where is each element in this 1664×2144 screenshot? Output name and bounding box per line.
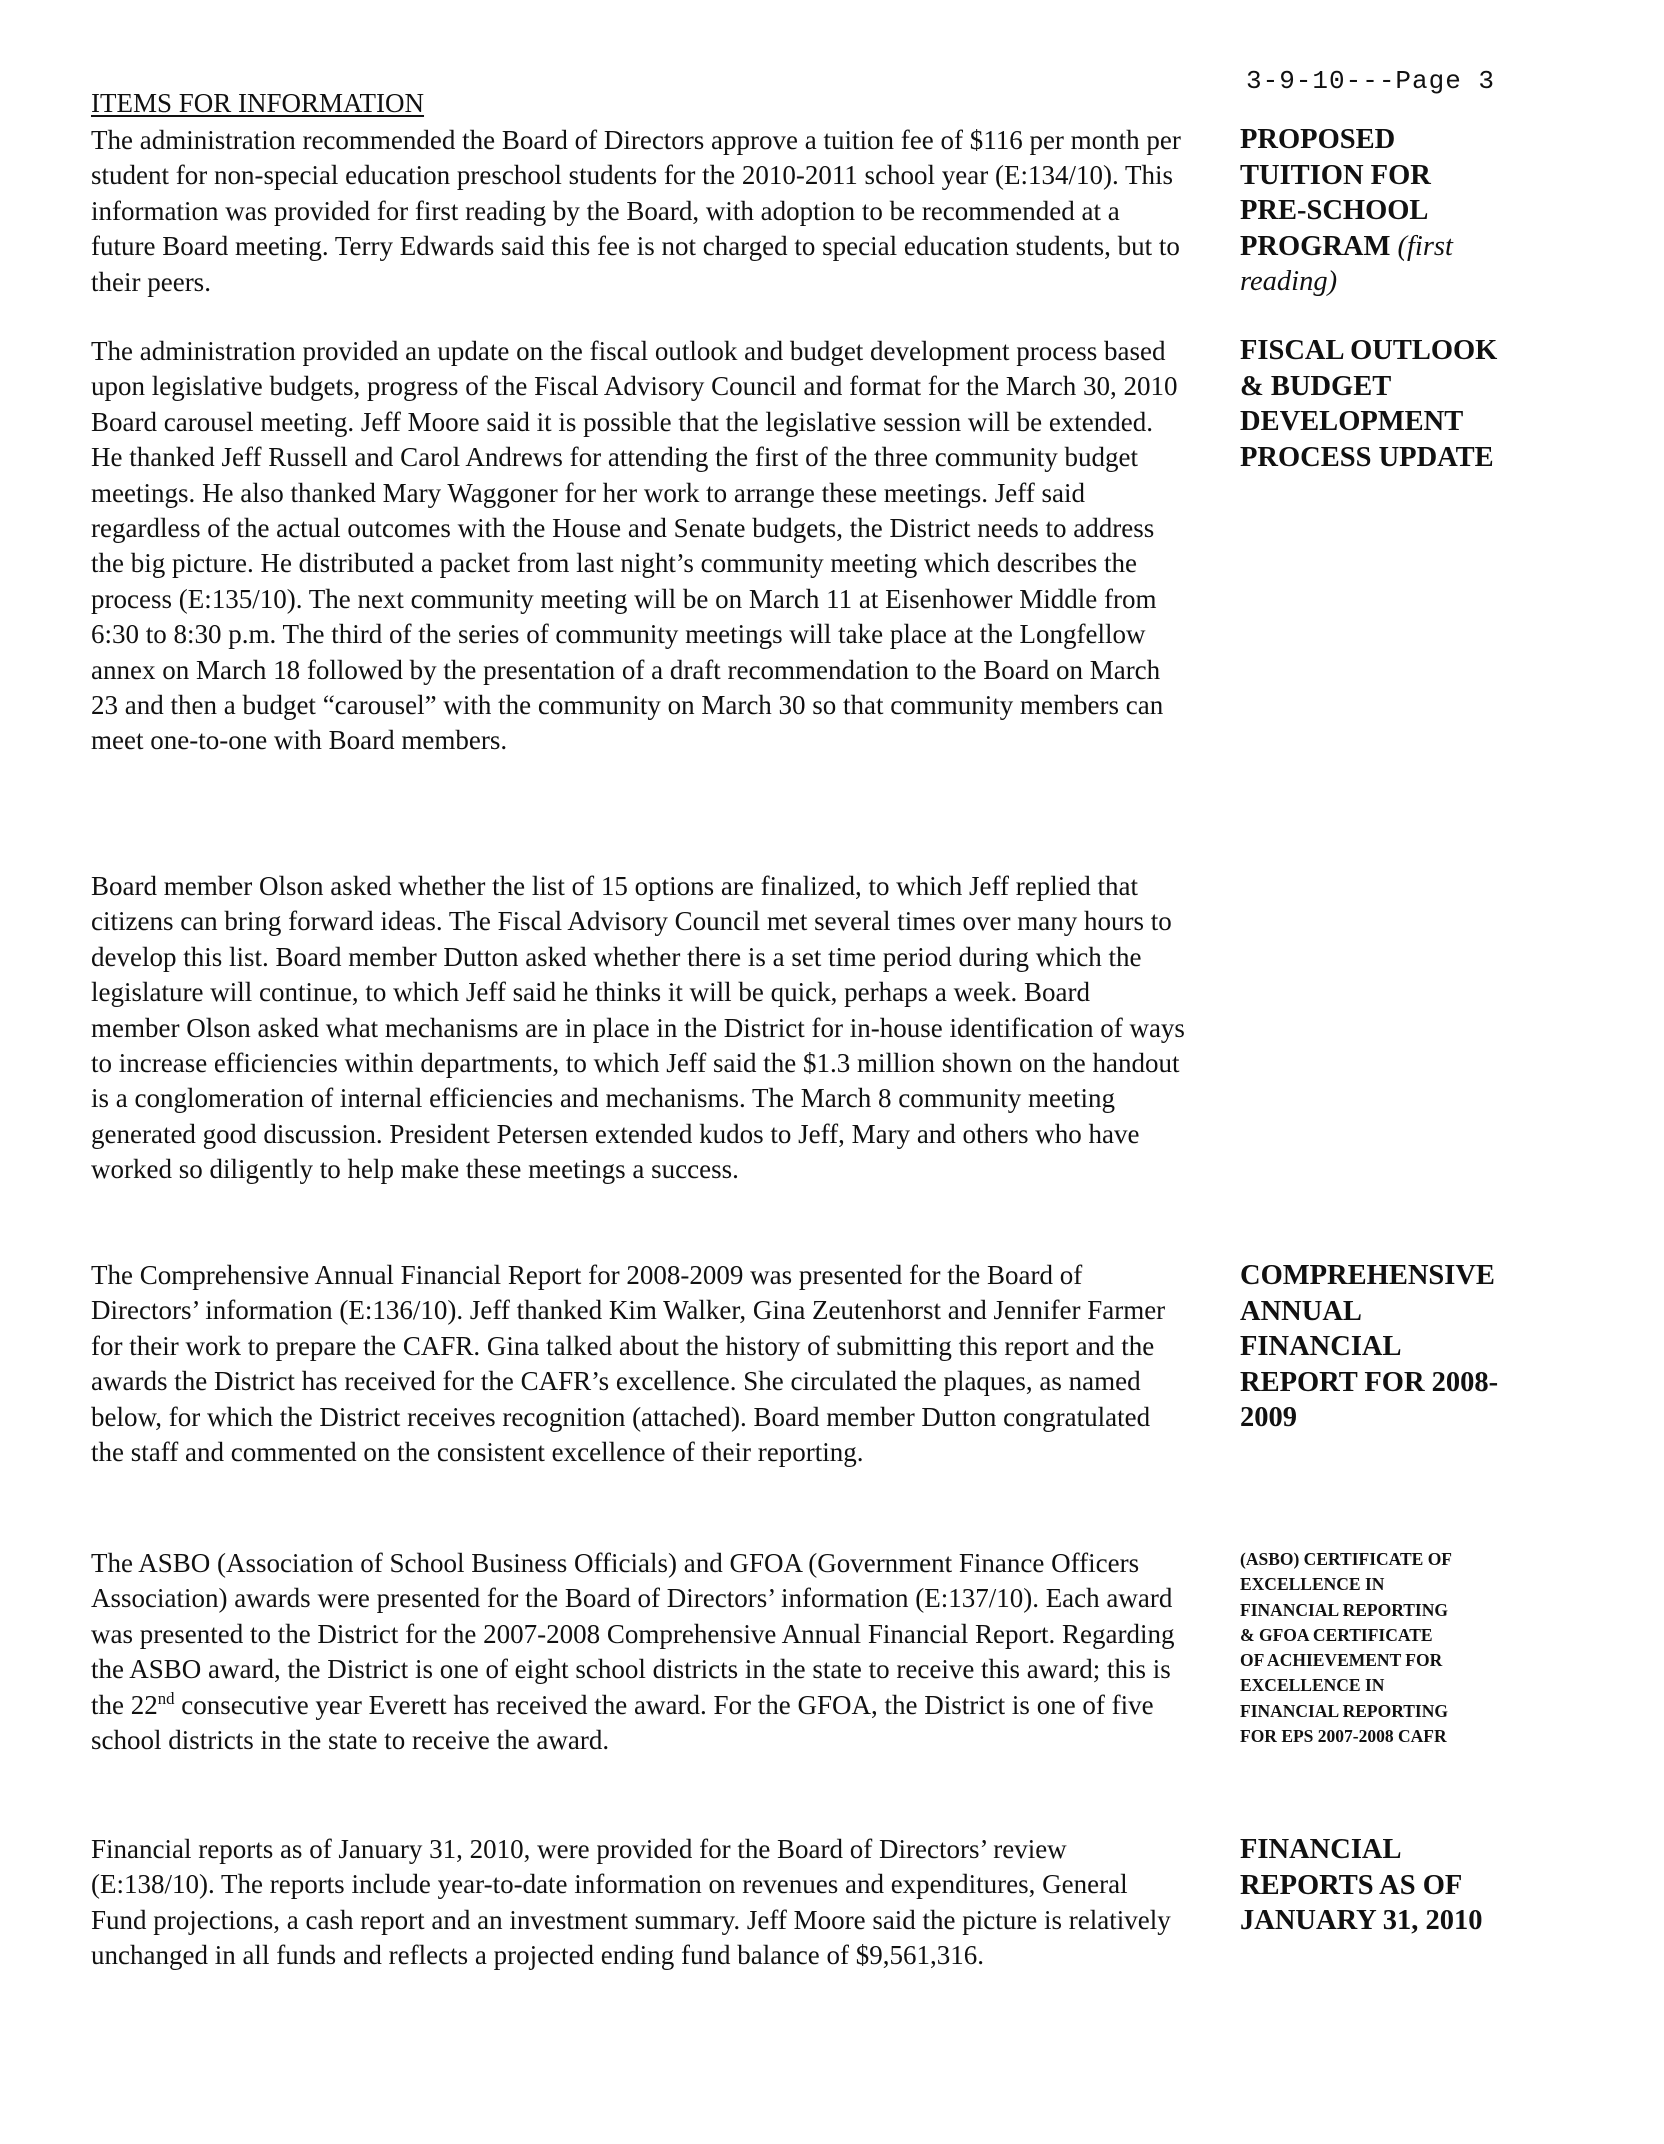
awards-text-part-1: The ASBO (Association of School Business Officials) and GFOA (Government Finance Officers Association) awards were presented for the Board of Directors’ information (E:137/10). Each award was presented to the District for the 2007-2008 Comprehensive Annual Financial Report. Regarding the ASBO award, the District is one of eight school districts in the state to receive this award; this is the 22 xyxy=(91,1548,1175,1720)
sidebar-line: FISCAL OUTLOOK xyxy=(1240,335,1498,366)
sidebar-line: DEVELOPMENT xyxy=(1240,406,1464,437)
section-heading-items-for-information: ITEMS FOR INFORMATION xyxy=(91,88,425,118)
awards-text-part-2: consecutive year Everett has received the award. For the GFOA, the District is one of five school districts in the state to receive the award. xyxy=(91,1689,1154,1756)
paragraph-board-discussion: Board member Olson asked whether the list of 15 options are finalized, to which Jeff replied that citizens can bring forward ideas. The Fiscal Advisory Council met several times over many hours to develop this list. Board member Dutton asked whether there is a set time period during which the legislature will continue, to which Jeff said he thinks it will be quick, perhaps a week. Board member Olson asked what mechanisms are in place in the District for in-house identification of ways to increase efficiencies within departments, to which Jeff said the $1.3 million shown on the handout is a conglomeration of internal efficiencies and mechanisms. The March 8 community meeting generated good discussion. President Petersen extended kudos to Jeff, Mary and others who have worked so diligently to help make these meetings a success. xyxy=(91,871,1185,1185)
sidebar-line: PROPOSED xyxy=(1240,124,1396,155)
sidebar-line: PROCESS UPDATE xyxy=(1240,441,1494,473)
sidebar-line: TUITION FOR xyxy=(1240,159,1431,191)
sidebar-heading-cafr xyxy=(1240,1258,1530,1436)
sidebar-line: EXCELLENCE IN xyxy=(1240,1675,1385,1696)
sidebar-note: reading) xyxy=(1240,266,1338,297)
sidebar-line: JANUARY 31, 2010 xyxy=(1240,1905,1483,1936)
sidebar-heading-financial-reports xyxy=(1240,1832,1530,1939)
sidebar-line: ANNUAL xyxy=(1240,1295,1362,1327)
paragraph-cafr-report: The Comprehensive Annual Financial Report for 2008-2009 was presented for the Board of Directors’ information (E:136/10). Jeff thanked Kim Walker, Gina Zeutenhorst and Jennifer Farmer for their work to prepare the CAFR. Gina talked about the history of submitting this report and the awards the District has received for the CAFR’s excellence. She circulated the plaques, as named below, for which the District receives recognition (attached). Board member Dutton congratulated the staff and commented on the consistent excellence of their reporting. xyxy=(91,1260,1166,1468)
sidebar-line: FOR EPS 2007-2008 CAFR xyxy=(1240,1726,1447,1747)
sidebar-line: (ASBO) CERTIFICATE OF xyxy=(1240,1549,1452,1569)
sidebar-line: OF ACHIEVEMENT FOR xyxy=(1240,1650,1443,1671)
sidebar-line: FINANCIAL xyxy=(1240,1331,1402,1362)
sidebar-line-italic: (first xyxy=(1390,230,1453,262)
sidebar-line: EXCELLENCE IN xyxy=(1240,1574,1385,1595)
sidebar-line-bold: PROGRAM xyxy=(1240,230,1391,262)
sidebar-line: PRE-SCHOOL xyxy=(1240,195,1429,226)
ordinal-suffix: nd xyxy=(157,1688,175,1708)
paragraph-asbo-gfoa-awards xyxy=(91,1546,1185,1758)
sidebar-line: FINANCIAL REPORTING xyxy=(1240,1599,1448,1620)
page-number: 3-9-10---Page 3 xyxy=(1246,66,1496,96)
sidebar-line: REPORT FOR 2008- xyxy=(1240,1366,1499,1398)
sidebar-line: COMPREHENSIVE xyxy=(1240,1260,1495,1291)
paragraph-fiscal-outlook: The administration provided an update on the fiscal outlook and budget development process based upon legislative budgets, progress of the Fiscal Advisory Council and format for the March 30, 2010 Board carousel meeting. Jeff Moore said it is possible that the legislative session will be extended. He thanked Jeff Russell and Carol Andrews for attending the first of the three community budget meetings. He also thanked Mary Waggoner for her work to arrange these meetings. Jeff said regardless of the actual outcomes with the House and Senate budgets, the District needs to address the big picture. He distributed a packet from last night’s community meeting which describes the process (E:135/10). The next community meeting will be on March 11 at Eisenhower Middle from 6:30 to 8:30 p.m. The third of the series of community meetings will take place at the Longfellow annex on March 18 followed by the presentation of a draft recommendation to the Board on March 23 and then a budget “carousel” with the community on March 30 so that community members can meet one-to-one with Board members. xyxy=(91,336,1178,756)
sidebar-heading-proposed-tuition xyxy=(1240,122,1530,300)
sidebar-line: FINANCIAL REPORTING xyxy=(1240,1700,1448,1721)
sidebar-line: FINANCIAL xyxy=(1240,1834,1402,1865)
sidebar-heading-fiscal-outlook xyxy=(1240,333,1530,475)
sidebar-line: 2009 xyxy=(1240,1402,1297,1433)
sidebar-heading-asbo-gfoa xyxy=(1240,1547,1530,1749)
sidebar-line xyxy=(1240,229,1530,265)
sidebar-line: & GFOA CERTIFICATE xyxy=(1240,1624,1433,1645)
paragraph-financial-reports: Financial reports as of January 31, 2010, were provided for the Board of Directors’ review (E:138/10). The reports include year-to-date information on revenues and expenditures, General Fund projections, a cash report and an investment summary. Jeff Moore said the picture is relatively unchanged in all funds and reflects a projected ending fund balance of $9,561,316. xyxy=(91,1834,1171,1971)
sidebar-line: & BUDGET xyxy=(1240,370,1392,402)
sidebar-line: REPORTS AS OF xyxy=(1240,1869,1463,1901)
paragraph-preschool-tuition: The administration recommended the Board of Directors approve a tuition fee of $116 per month per student for non-special education preschool students for the 2010-2011 school year (E:134/10). This information was provided for first reading by the Board, with adoption to be recommended at a future Board meeting. Terry Edwards said this fee is not charged to special education students, but to their peers. xyxy=(91,125,1181,297)
